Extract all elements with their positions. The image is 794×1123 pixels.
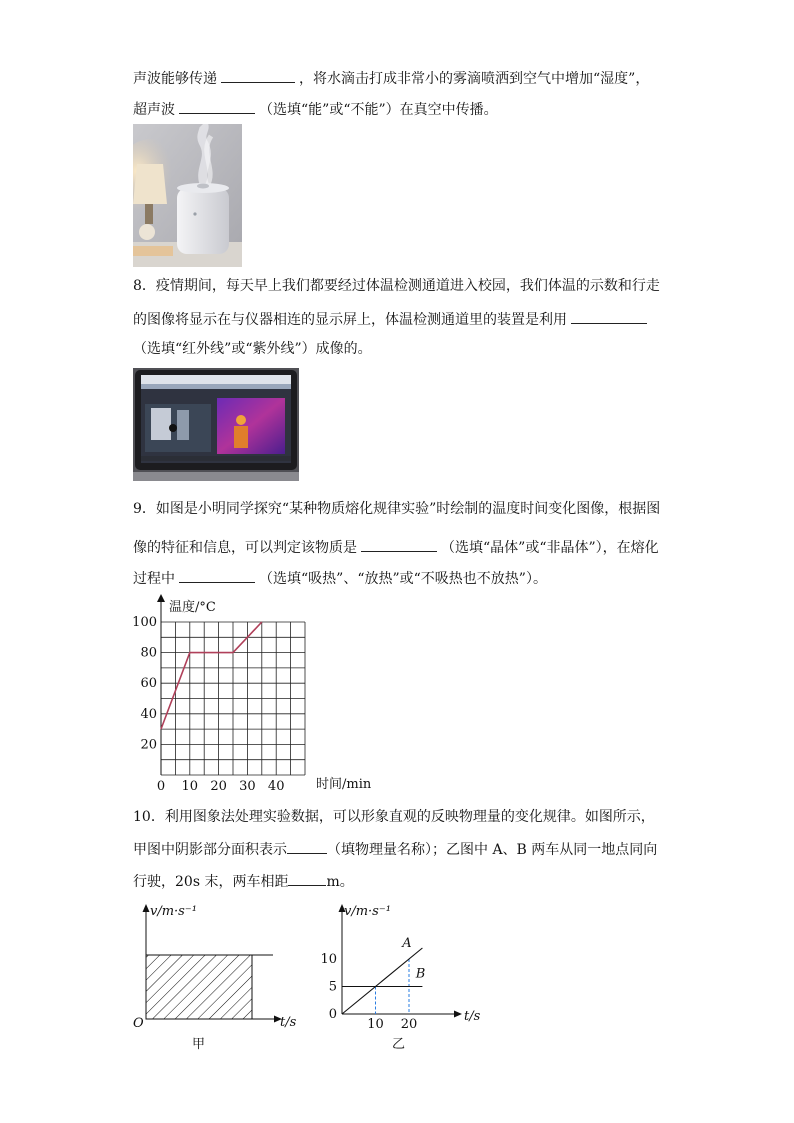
q10-line3-text-b: m。 [326, 874, 354, 890]
y-tick-label: 0 [328, 1007, 337, 1022]
x-tick-label: 10 [367, 1017, 384, 1032]
answer-blank-7[interactable] [288, 871, 326, 886]
q10-line2-text-a: 甲图中阴影部分面积表示 [133, 842, 287, 858]
x-axis-label: 时间/min [316, 777, 372, 792]
yi-caption: 乙 [392, 1037, 406, 1052]
y-axis-arrow [157, 594, 165, 602]
y-tick-label: 60 [140, 676, 157, 692]
y-tick-label: 20 [140, 737, 157, 753]
shaded-area [146, 955, 252, 1019]
q9-line3-text-a: 过程中 [133, 571, 175, 587]
q7-line2-text-b: （选填“能”或“不能”）在真空中传播。 [259, 102, 498, 118]
q8-line2-text: 的图像将显示在与仪器相连的显示屏上，体温检测通道里的装置是利用 [133, 312, 567, 328]
q9-line3-text-b: （选填“吸热”、“放热”或“不吸热也不放热”）。 [259, 571, 547, 587]
q7-line2 [133, 99, 498, 119]
x-tick-label: 30 [239, 779, 256, 792]
x-tick-label: 40 [267, 779, 285, 792]
y-axis-label: 温度/°C [169, 600, 216, 615]
answer-blank-5[interactable] [179, 568, 255, 583]
jia-x-label: t/s [280, 1015, 297, 1030]
yi-y-label: v/m·s⁻¹ [344, 904, 391, 919]
answer-blank-2[interactable] [179, 99, 255, 114]
chart-yi [320, 896, 495, 1056]
q9-line3 [133, 568, 547, 588]
y-tick-label: 10 [320, 952, 337, 967]
series-line-a [342, 948, 422, 1014]
answer-blank-3[interactable] [571, 309, 647, 324]
q7-line1-text-b: ，将水滴击打成非常小的雾滴喷洒到空气中增加“湿度”， [299, 71, 650, 87]
q8-line1: 8．疫情期间，每天早上我们都要经过体温检测通道进入校园，我们体温的示数和行走 [133, 278, 660, 294]
x-tick-label: 20 [210, 779, 227, 792]
answer-blank-1[interactable] [221, 68, 295, 83]
q10-line1: 10．利用图象法处理实验数据，可以形象直观的反映物理量的变化规律。如图所示， [133, 809, 655, 825]
q10-line2-text-b: （填物理量名称）；乙图中 A、B 两车从同一地点同向 [327, 842, 658, 858]
jia-caption: 甲 [192, 1037, 206, 1052]
q7-line2-text-a: 超声波 [133, 102, 175, 118]
yi-x-label: t/s [464, 1009, 481, 1024]
q10-line3-text-a: 行驶，20s 末，两车相距 [133, 874, 289, 890]
jia-y-label: v/m·s⁻¹ [150, 904, 197, 919]
q9-line2-text-b: （选填“晶体”或“非晶体”），在熔化 [441, 540, 659, 556]
q9-line1: 9．如图是小明同学探究“某种物质熔化规律实验”时绘制的温度时间变化图像，根据图 [133, 501, 661, 517]
x-tick-labels [157, 779, 285, 792]
melting-chart [120, 592, 390, 792]
chart-jia [128, 896, 298, 1056]
answer-blank-6[interactable] [287, 839, 327, 854]
series-label-a: A [402, 935, 412, 951]
q10-line2 [133, 839, 657, 859]
melting-grid [161, 622, 305, 775]
jia-y-arrow [143, 904, 150, 912]
y-tick-label: 5 [328, 979, 337, 995]
q7-line1 [133, 68, 649, 88]
y-tick-label: 100 [132, 615, 157, 630]
q8-line3: （选填“红外线”或“紫外线”）成像的。 [133, 341, 372, 357]
x-tick-label: 0 [156, 779, 166, 792]
q9-line2 [133, 537, 659, 557]
series-label-b: B [415, 966, 426, 982]
humidifier-photo [133, 124, 242, 267]
jia-origin-label: O [133, 1016, 144, 1031]
q8-line2 [133, 309, 651, 329]
thermal-screen-photo [133, 368, 299, 481]
answer-blank-4[interactable] [361, 537, 437, 552]
q10-line3 [133, 871, 354, 891]
yi-x-arrow [454, 1011, 462, 1018]
q7-line1-text-a: 声波能够传递 [133, 71, 217, 87]
y-tick-label: 80 [140, 645, 157, 661]
y-tick-labels [132, 615, 157, 752]
x-tick-label: 10 [181, 779, 199, 792]
temperature-curve [161, 622, 262, 729]
q9-line2-text-a: 像的特征和信息，可以判定该物质是 [133, 540, 357, 556]
y-tick-label: 40 [140, 706, 157, 722]
x-tick-label: 20 [400, 1017, 418, 1032]
